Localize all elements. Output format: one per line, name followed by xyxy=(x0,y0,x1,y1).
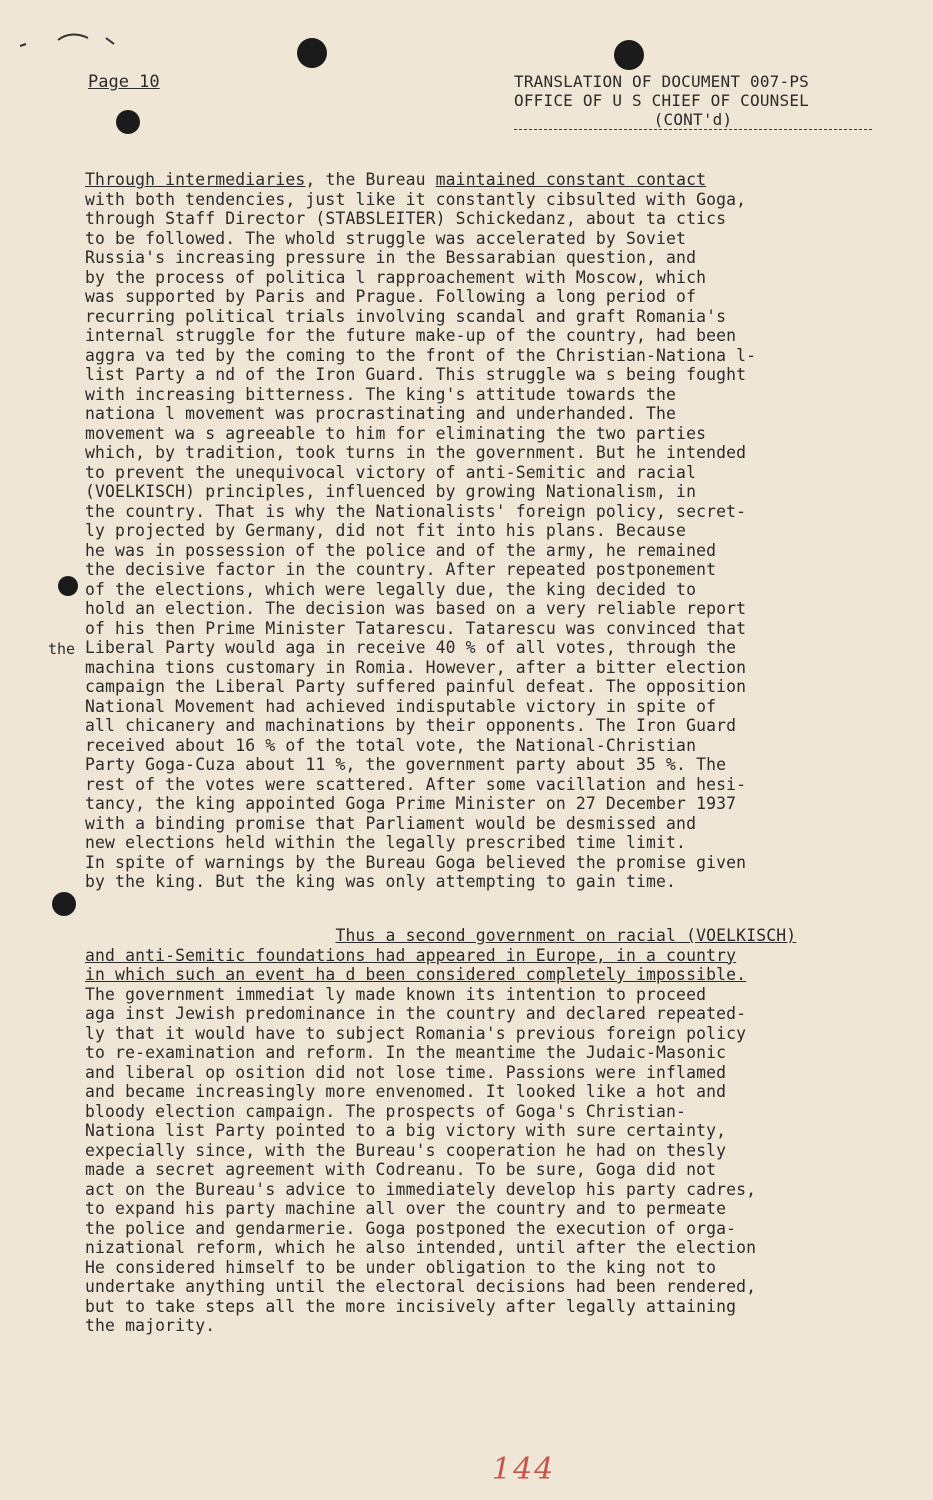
text-line: through Staff Director (STABSLEITER) Schickedanz, about ta ctics xyxy=(85,209,727,228)
handwritten-page-number: 144 xyxy=(492,1452,556,1487)
text-line: of his then Prime Minister Tatarescu. Tatarescu was convinced that xyxy=(85,618,747,638)
text-line: Party Goga-Cuza about 11 %, the government party about 35 %. The xyxy=(85,755,727,774)
text-line: Thus a second government on racial (VOELKISCH) xyxy=(335,926,797,945)
text-line: with a binding promise that Parliament would be desmissed and xyxy=(85,813,697,833)
header-line-continued: (CONT'd) xyxy=(514,110,872,130)
text-line: by the king. But the king was only attempting to gain time. xyxy=(85,872,677,891)
text-line: in which such an event ha d been considered completely impossible. xyxy=(85,965,747,984)
text-line: National Movement had achieved indisputable victory in spite of xyxy=(85,696,717,716)
text-line: the country. That is why the Nationalists' foreign policy, secret- xyxy=(85,501,747,521)
text-line: to prevent the unequivocal victory of anti-Semitic and racial xyxy=(85,462,697,482)
text-line: by the process of politica l rapproachement with Moscow, which xyxy=(85,267,707,287)
punch-hole-left-upper xyxy=(116,110,140,134)
text-line: received about 16 % of the total vote, the National-Christian xyxy=(85,735,697,755)
punch-hole-left-middle xyxy=(58,576,78,596)
text-line: machina tions customary in Romia. However, after a bitter election xyxy=(85,657,747,677)
punch-hole-top-right xyxy=(614,40,644,70)
text-line: aga inst Jewish predominance in the country and declared repeated- xyxy=(85,1004,747,1023)
text-line: expecially since, with the Bureau's cooperation he had on thesly xyxy=(85,1140,727,1160)
text-line: to expand his party machine all over the country and to permeate xyxy=(85,1199,727,1218)
punch-hole-left-lower xyxy=(52,892,76,916)
text-line: made a secret agreement with Codreanu. To be sure, Goga did not xyxy=(85,1160,717,1179)
header-line-office: OFFICE OF U S CHIEF OF COUNSEL xyxy=(514,91,809,110)
text-line: Liberal Party would aga in receive 40 % of all votes, through the xyxy=(85,638,737,657)
margin-note: the xyxy=(48,640,76,658)
text-line: and liberal op osition did not lose time. Passions were inflamed xyxy=(85,1062,727,1082)
text-line: he was in possession of the police and of the army, he remained xyxy=(85,540,717,560)
text-line: recurring political trials involving scandal and graft Romania's xyxy=(85,306,727,326)
text-line: bloody election campaign. The prospects of Goga's Christian- xyxy=(85,1101,687,1121)
header-line-title: TRANSLATION OF DOCUMENT 007-PS xyxy=(514,72,809,91)
document-header xyxy=(514,72,874,130)
text-line: undertake anything until the electoral decisions had been rendered, xyxy=(85,1277,757,1296)
paragraph-1 xyxy=(85,170,885,892)
text-line: and became increasingly more envenomed. It looked like a hot and xyxy=(85,1082,727,1101)
text-line: rest of the votes were scattered. After some vacillation and hesi- xyxy=(85,774,747,794)
text-line: the majority. xyxy=(85,1316,216,1335)
text-line: was supported by Paris and Prague. Following a long period of xyxy=(85,287,697,306)
text-line: internal struggle for the future make-up of the country, had been xyxy=(85,326,737,345)
pen-mark-top-left xyxy=(18,28,118,58)
text-line: nizational reform, which he also intended, until after the election xyxy=(85,1238,757,1257)
text-line: but to take steps all the more incisively after legally attaining xyxy=(85,1296,737,1316)
text-line: hold an election. The decision was based on a very reliable report xyxy=(85,599,747,618)
punch-hole-top-left xyxy=(297,38,327,68)
text-line: the decisive factor in the country. After repeated postponement xyxy=(85,560,717,579)
text-line: Russia's increasing pressure in the Bessarabian question, and xyxy=(85,248,697,267)
text-line: new elections held within the legally prescribed time limit. xyxy=(85,833,687,852)
text-line: and anti-Semitic foundations had appeared in Europe, in a country xyxy=(85,945,737,965)
text-line: movement wa s agreeable to him for eliminating the two parties xyxy=(85,423,707,443)
text-line: aggra va ted by the coming to the front of the Christian-Nationa l- xyxy=(85,345,757,365)
text-line: nationa l movement was procrastinating and underhanded. The xyxy=(85,404,677,423)
text-line: He considered himself to be under obligation to the king not to xyxy=(85,1257,717,1277)
text-line: (VOELKISCH) principles, influenced by growing Nationalism, in xyxy=(85,482,697,501)
text-line: tancy, the king appointed Goga Prime Minister on 27 December 1937 xyxy=(85,794,737,813)
text-line: list Party a nd of the Iron Guard. This struggle wa s being fought xyxy=(85,365,747,384)
text-line: The government immediat ly made known its intention to proceed xyxy=(85,984,707,1004)
text-line: to re-examination and reform. In the meantime the Judaic-Masonic xyxy=(85,1043,727,1062)
text-line: Nationa list Party pointed to a big victory with sure certainty, xyxy=(85,1121,727,1140)
text-line: to be followed. The whold struggle was accelerated by Soviet xyxy=(85,228,687,248)
text-line: all chicanery and machinations by their opponents. The Iron Guard xyxy=(85,716,737,735)
text-line: campaign the Liberal Party suffered painful defeat. The opposition xyxy=(85,677,747,696)
text-line: with both tendencies, just like it constantly cibsulted with Goga, xyxy=(85,189,747,209)
text-line: with increasing bitterness. The king's attitude towards the xyxy=(85,384,677,404)
text-line: ly that it would have to subject Romania's previous foreign policy xyxy=(85,1023,747,1043)
text-line: ly projected by Germany, did not fit into his plans. Because xyxy=(85,521,687,540)
text-line: Through intermediaries, the Bureau maintained constant contact xyxy=(85,170,707,189)
text-line: the police and gendarmerie. Goga postponed the execution of orga- xyxy=(85,1218,737,1238)
text-line: of the elections, which were legally due, the king decided to xyxy=(85,579,697,599)
text-line: which, by tradition, took turns in the government. But he intended xyxy=(85,443,747,462)
paragraph-2 xyxy=(85,926,885,1336)
text-line: act on the Bureau's advice to immediately develop his party cadres, xyxy=(85,1179,757,1199)
page-label: Page 10 xyxy=(88,72,160,92)
text-line: In spite of warnings by the Bureau Goga believed the promise given xyxy=(85,852,747,872)
